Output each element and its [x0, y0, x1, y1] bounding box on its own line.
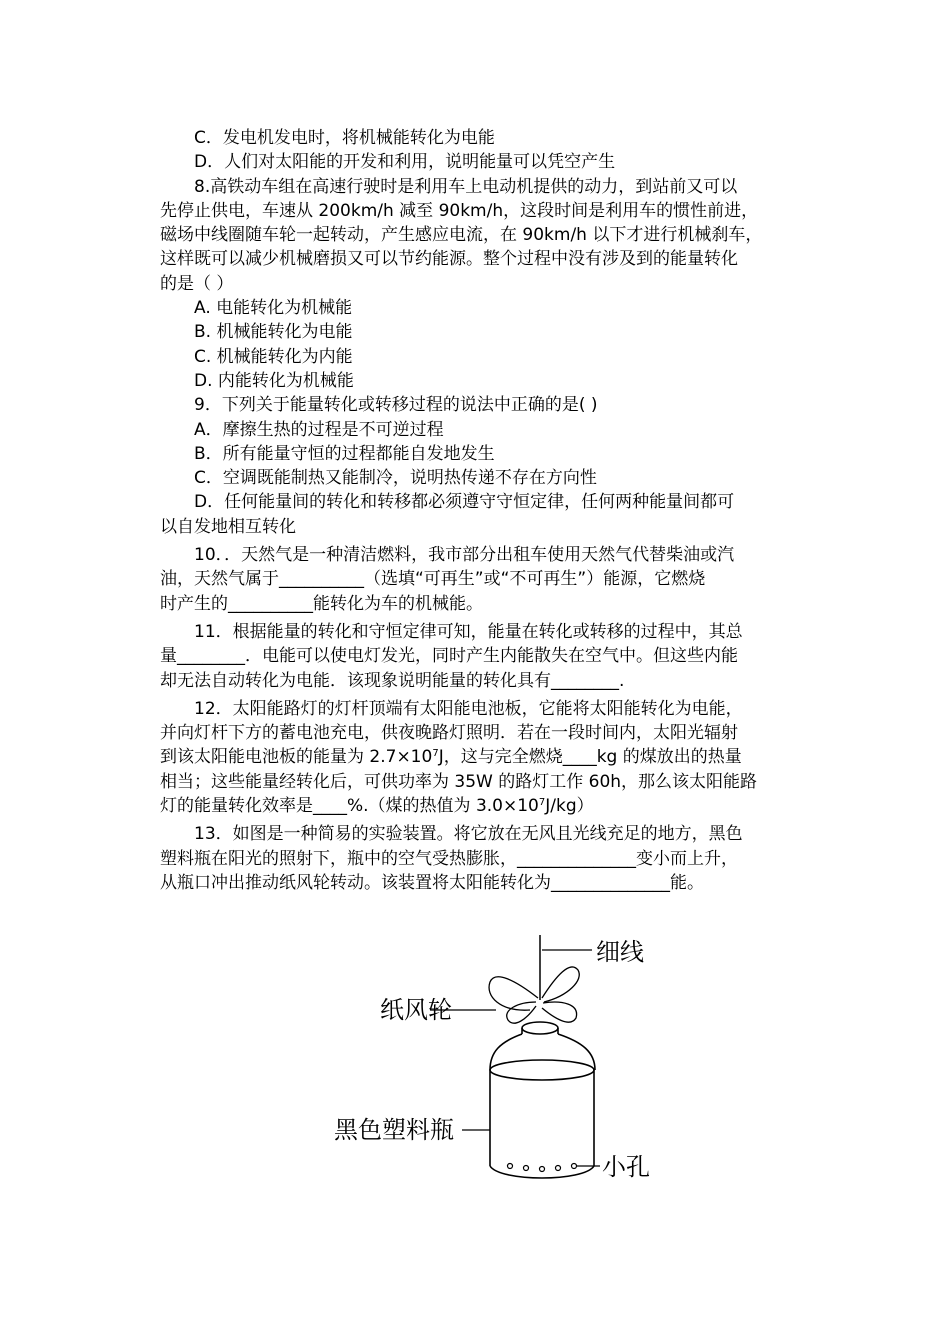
- q12-line: [160, 745, 800, 769]
- q8-stem-line: 的是（ ）: [160, 273, 234, 294]
- q10-line: 油，天然气属于__________（选填“可再生”或“不可再生”）能源，它燃烧: [160, 569, 706, 590]
- thread-label: 细线: [596, 938, 644, 966]
- q11-line: 11．根据能量的转化和守恒定律可知，能量在转化或转移的过程中，其总: [194, 621, 743, 642]
- q8-stem-line: 这样既可以减少机械磨损又可以节约能源。整个过程中没有涉及到的能量转化: [160, 249, 738, 270]
- exponent: 7: [432, 748, 439, 760]
- q10-line: 时产生的__________能转化为车的机械能。: [160, 593, 483, 614]
- q12-line: [160, 794, 800, 818]
- q9-option-a: A．摩擦生热的过程是不可逆过程: [194, 419, 444, 440]
- q8-stem-line: 8.高铁动车组在高速行驶时是利用车上电动机提供的动力，到站前又可以: [194, 176, 738, 197]
- hole-label: 小孔: [602, 1153, 650, 1181]
- holes: [508, 1164, 577, 1172]
- q7-option-c: C．发电机发电时，将机械能转化为电能: [194, 128, 495, 148]
- bottle: [490, 1022, 595, 1178]
- wheel-label: 纸风轮: [380, 996, 452, 1024]
- q13-line: 塑料瓶在阳光的照射下，瓶中的空气受热膨胀，______________变小而上升，: [160, 848, 738, 869]
- q10-line: 10．．天然气是一种清洁燃料，我市部分出租车使用天然气代替柴油或汽: [194, 545, 735, 566]
- q9-option-d: D．任何能量间的转化和转移都必须遵守守恒定律，任何两种能量间都可: [194, 492, 735, 513]
- q9-option-d-cont: 以自发地相互转化: [160, 516, 296, 537]
- q9-option-c: C．空调既能制热又能制冷，说明热传递不存在方向性: [194, 468, 597, 489]
- q11-line: 量________．电能可以使电灯发光，同时产生内能散失在空气中。但这些内能: [160, 646, 738, 667]
- question-sheet: [160, 126, 800, 895]
- q8-option-c: C. 机械能转化为内能: [194, 346, 353, 367]
- q9-stem: 9．下列关于能量转化或转移过程的说法中正确的是( ): [194, 395, 598, 416]
- exponent: 7: [538, 797, 546, 809]
- q8-option-d: D. 内能转化为机械能: [194, 370, 354, 391]
- bottle-diagram: [330, 930, 660, 1190]
- q12-text: J，这与完全燃烧____kg 的煤放出的热量: [438, 747, 742, 768]
- q13-line: 13．如图是一种简易的实验装置。将它放在无风且光线充足的地方，黑色: [194, 824, 743, 845]
- q12-text: 灯的能量转化效率是____%.（煤的热值为 3.0×10: [160, 796, 539, 817]
- q9-option-b: B．所有能量守恒的过程都能自发地发生: [194, 443, 495, 464]
- q7-option-d: D．人们对太阳能的开发和利用，说明能量可以凭空产生: [194, 152, 616, 173]
- q12-line: 12．太阳能路灯的灯杆顶端有太阳能电池板，它能将太阳能转化为电能，: [194, 698, 743, 719]
- q12-line: 相当；这些能量经转化后，可供功率为 35W 的路灯工作 60h，那么该太阳能路: [160, 771, 758, 792]
- q13-line: 从瓶口冲出推动纸风轮转动。该装置将太阳能转化为______________能。: [160, 872, 704, 893]
- q11-line: 却无法自动转化为电能．该现象说明能量的转化具有________.: [160, 670, 625, 691]
- q8-option-a: A. 电能转化为机械能: [194, 298, 353, 319]
- bottle-label: 黑色塑料瓶: [334, 1116, 454, 1144]
- q12-line: 并向灯杆下方的蓄电池充电，供夜晚路灯照明．若在一段时间内，太阳光辐射: [160, 723, 738, 744]
- q8-option-b: B. 机械能转化为电能: [194, 322, 353, 343]
- q12-text: 到该太阳能电池板的能量为 2.7×10: [160, 747, 433, 768]
- pinwheel: [489, 967, 579, 1023]
- experiment-figure: [330, 930, 660, 1190]
- q8-stem-line: 先停止供电，车速从 200km/h 减至 90km/h，这段时间是利用车的惯性前进，: [160, 200, 759, 221]
- q8-stem-line: 磁场中线圈随车轮一起转动，产生感应电流，在 90km/h 以下才进行机械刹车，: [160, 225, 763, 246]
- q12-text: J/kg）: [545, 796, 594, 817]
